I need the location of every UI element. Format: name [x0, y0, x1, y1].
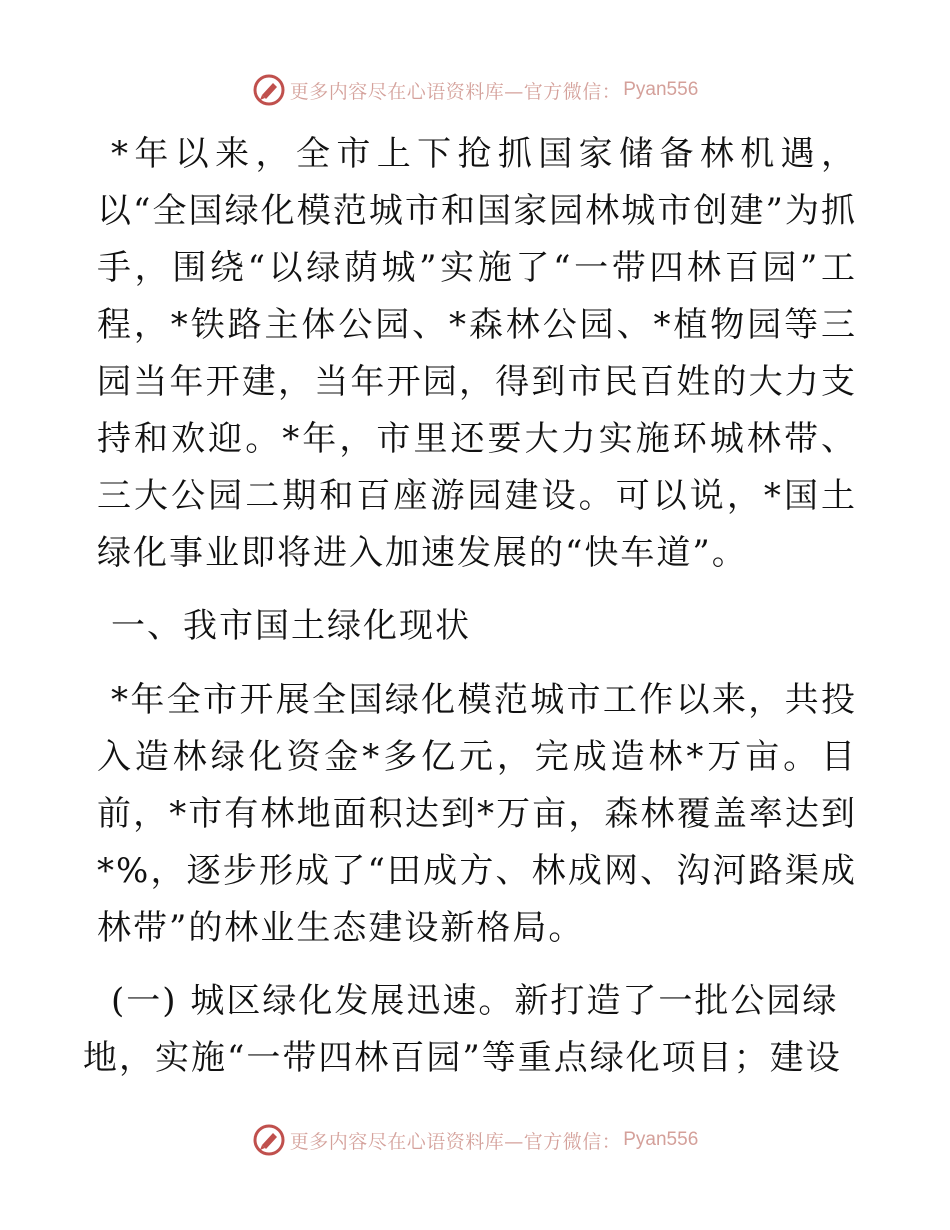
- section-heading: 一、我市国土绿化现状: [111, 606, 471, 646]
- watermark-text: 更多内容尽在心语资料库—官方微信：: [289, 80, 622, 103]
- footer-watermark: [0, 1120, 950, 1160]
- paragraph-urban-greening-line-2: 地，实施“一带四林百园”等重点绿化项目；建设: [83, 1038, 842, 1078]
- watermark-logo-icon: [252, 1123, 286, 1157]
- watermark-text: 更多内容尽在心语资料库—官方微信：: [289, 1130, 622, 1153]
- paragraph-status: *年全市开展全国绿化模范城市工作以来，共投入造林绿化资金*多亿元，完成造林*万亩。目前，*市有林地面积达到*万亩，森林覆盖率达到*%，逐步形成了“田成方、林成网、沟河路渠成林带”的林业生态建设新格局。: [97, 680, 857, 948]
- header-watermark: [0, 70, 950, 110]
- watermark-wechat-id: Pyan556: [623, 79, 699, 100]
- watermark-logo-icon: [252, 73, 286, 107]
- watermark-wechat-id: Pyan556: [623, 1129, 699, 1150]
- paragraph-intro: *年以来，全市上下抢抓国家储备林机遇，以“全国绿化模范城市和国家园林城市创建”为抓手，围绕“以绿荫城”实施了“一带四林百园”工程，*铁路主体公园、*森林公园、*植物园等三园当年开建，当年开园，得到市民百姓的大力支持和欢迎。*年，市里还要大力实施环城林带、三大公园二期和百座游园建设。可以说，*国土绿化事业即将进入加速发展的“快车道”。: [97, 134, 857, 573]
- paragraph-urban-greening: [83, 973, 857, 1087]
- document-body: [83, 126, 857, 1087]
- paragraph-urban-greening-line-1: (一) 城区绿化发展迅速。新打造了一批公园绿: [111, 981, 839, 1021]
